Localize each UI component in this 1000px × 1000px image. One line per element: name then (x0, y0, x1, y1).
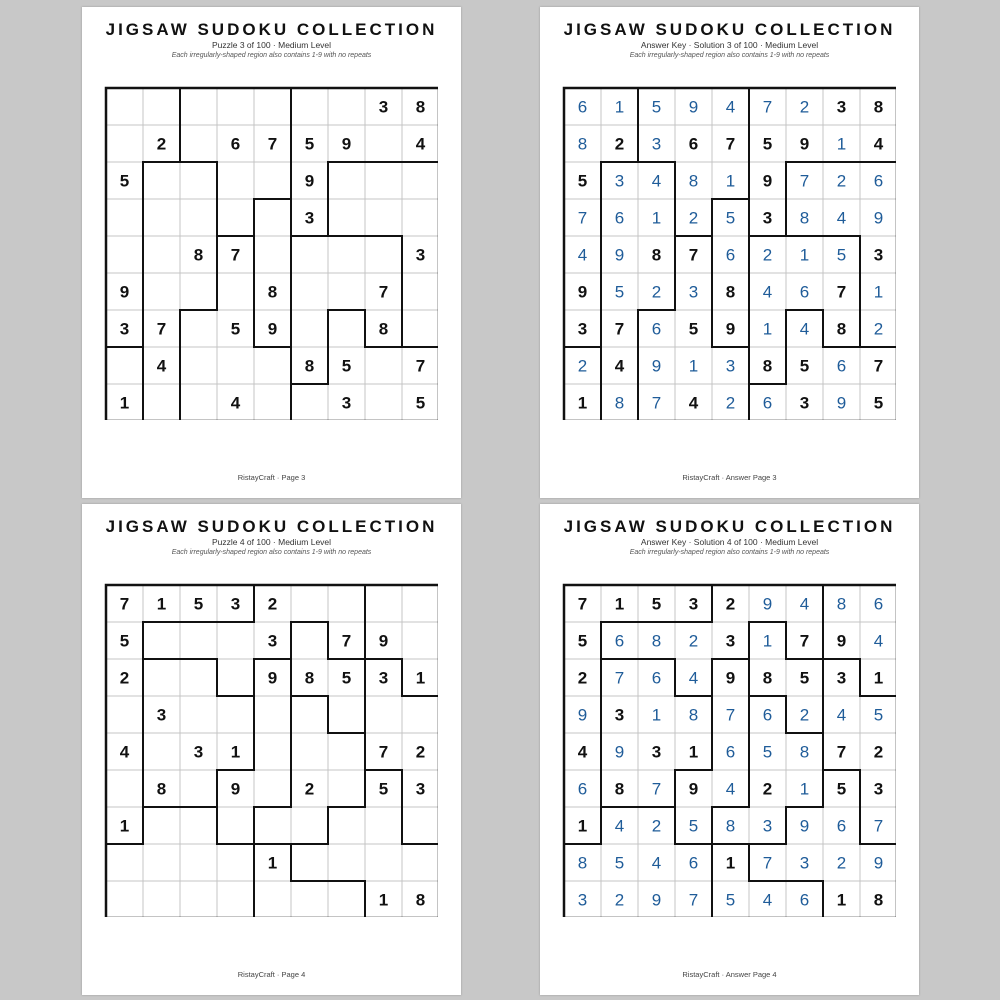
given-digit: 9 (762, 171, 773, 191)
given-digit: 8 (614, 779, 625, 799)
puzzle-page-4 (82, 504, 461, 995)
solution-digit: 4 (688, 668, 699, 688)
solution-digit: 7 (799, 171, 810, 191)
given-digit: 5 (119, 171, 130, 191)
solution-digit: 6 (762, 705, 773, 725)
given-digit: 5 (378, 779, 389, 799)
given-digit: 5 (193, 594, 204, 614)
given-digit: 8 (762, 356, 773, 376)
solution-digit: 6 (873, 171, 884, 191)
solution-digit: 7 (577, 208, 588, 228)
solution-digit: 7 (873, 816, 884, 836)
solution-digit: 8 (614, 393, 625, 413)
given-digit: 3 (156, 705, 167, 725)
solution-digit: 7 (725, 705, 736, 725)
solution-digit: 7 (651, 779, 662, 799)
solution-digit: 3 (577, 890, 588, 910)
solution-digit: 6 (873, 594, 884, 614)
given-digit: 8 (267, 282, 278, 302)
given-digit: 7 (267, 134, 278, 154)
solution-digit: 2 (725, 393, 736, 413)
given-digit: 9 (230, 779, 241, 799)
given-digit: 3 (725, 631, 736, 651)
solution-digit: 6 (836, 816, 847, 836)
solution-digit: 1 (651, 705, 662, 725)
given-digit: 1 (415, 668, 426, 688)
page-title: JIGSAW SUDOKU COLLECTION (105, 20, 438, 39)
solution-digit: 1 (688, 356, 699, 376)
given-digit: 9 (725, 668, 736, 688)
given-digit: 8 (378, 319, 389, 339)
given-digit: 3 (267, 631, 278, 651)
page-footer: RistayCraft · Answer Page 3 (682, 473, 777, 482)
given-digit: 4 (415, 134, 426, 154)
given-digit: 1 (836, 890, 847, 910)
given-digit: 5 (341, 668, 352, 688)
solution-digit: 2 (799, 97, 810, 117)
given-digit: 7 (230, 245, 241, 265)
given-digit: 4 (156, 356, 167, 376)
page-subtitle: Puzzle 4 of 100 · Medium Level (211, 537, 332, 547)
solution-digit: 4 (651, 171, 662, 191)
solution-digit: 8 (799, 208, 810, 228)
page-title: JIGSAW SUDOKU COLLECTION (105, 517, 438, 536)
given-digit: 1 (230, 742, 241, 762)
page-title: JIGSAW SUDOKU COLLECTION (563, 517, 896, 536)
given-digit: 8 (415, 890, 426, 910)
given-digit: 8 (304, 668, 315, 688)
solution-digit: 1 (836, 134, 847, 154)
solution-digit: 8 (651, 631, 662, 651)
solution-digit: 4 (614, 816, 625, 836)
solution-digit: 4 (725, 97, 736, 117)
solution-digit: 9 (688, 97, 699, 117)
given-digit: 9 (267, 668, 278, 688)
solution-digit: 5 (873, 705, 884, 725)
solution-digit: 4 (762, 890, 773, 910)
solution-digit: 6 (725, 245, 736, 265)
solution-digit: 9 (614, 245, 625, 265)
given-digit: 8 (651, 245, 662, 265)
solution-digit: 5 (725, 208, 736, 228)
given-digit: 5 (341, 356, 352, 376)
solution-digit: 4 (725, 779, 736, 799)
page-note: Each irregularly-shaped region also contains 1-9 with no repeats (171, 549, 372, 556)
given-digit: 3 (304, 208, 315, 228)
given-digit: 8 (725, 282, 736, 302)
solution-digit: 9 (651, 356, 662, 376)
given-digit: 5 (799, 356, 810, 376)
given-digit: 7 (688, 245, 699, 265)
solution-digit: 7 (762, 853, 773, 873)
given-digit: 1 (614, 594, 625, 614)
solution-digit: 7 (614, 668, 625, 688)
solution-digit: 1 (762, 631, 773, 651)
given-digit: 9 (304, 171, 315, 191)
given-digit: 1 (378, 890, 389, 910)
given-digit: 9 (341, 134, 352, 154)
given-digit: 3 (614, 705, 625, 725)
solution-digit: 2 (651, 816, 662, 836)
given-digit: 1 (119, 816, 130, 836)
solution-digit: 2 (799, 705, 810, 725)
solution-digit: 8 (725, 816, 736, 836)
given-digit: 2 (156, 134, 167, 154)
given-digit: 8 (873, 890, 884, 910)
solution-digit: 2 (577, 356, 588, 376)
solution-digit: 3 (725, 356, 736, 376)
given-digit: 3 (836, 668, 847, 688)
given-digit: 2 (725, 594, 736, 614)
given-digit: 4 (873, 134, 884, 154)
given-digit: 8 (836, 319, 847, 339)
given-digit: 9 (267, 319, 278, 339)
sudoku-grid (562, 86, 896, 420)
given-digit: 7 (836, 282, 847, 302)
given-digit: 7 (119, 594, 130, 614)
given-digit: 3 (873, 245, 884, 265)
given-digit: 1 (577, 816, 588, 836)
given-digit: 2 (873, 742, 884, 762)
given-digit: 9 (799, 134, 810, 154)
given-digit: 5 (762, 134, 773, 154)
solution-digit: 7 (762, 97, 773, 117)
solution-digit: 6 (577, 97, 588, 117)
given-digit: 2 (267, 594, 278, 614)
solution-digit: 3 (799, 853, 810, 873)
solution-digit: 5 (614, 853, 625, 873)
solution-digit: 2 (836, 171, 847, 191)
given-digit: 2 (762, 779, 773, 799)
solution-digit: 6 (651, 319, 662, 339)
given-digit: 7 (156, 319, 167, 339)
given-digit: 1 (725, 853, 736, 873)
given-digit: 1 (688, 742, 699, 762)
given-digit: 3 (119, 319, 130, 339)
given-digit: 9 (688, 779, 699, 799)
solution-digit: 6 (836, 356, 847, 376)
solution-digit: 2 (688, 631, 699, 651)
given-digit: 3 (230, 594, 241, 614)
given-digit: 9 (577, 282, 588, 302)
given-digit: 5 (415, 393, 426, 413)
given-digit: 7 (378, 282, 389, 302)
solution-digit: 1 (762, 319, 773, 339)
page-note: Each irregularly-shaped region also contains 1-9 with no repeats (629, 549, 830, 556)
solution-digit: 5 (725, 890, 736, 910)
solution-digit: 8 (577, 134, 588, 154)
given-digit: 5 (577, 631, 588, 651)
solution-digit: 6 (799, 282, 810, 302)
given-digit: 3 (341, 393, 352, 413)
given-digit: 7 (341, 631, 352, 651)
given-digit: 6 (230, 134, 241, 154)
given-digit: 7 (415, 356, 426, 376)
given-digit: 3 (193, 742, 204, 762)
solution-digit: 3 (762, 816, 773, 836)
given-digit: 7 (378, 742, 389, 762)
solution-digit: 6 (651, 668, 662, 688)
solution-digit: 4 (836, 208, 847, 228)
given-digit: 7 (799, 631, 810, 651)
solution-digit: 3 (614, 171, 625, 191)
solution-digit: 4 (799, 319, 810, 339)
given-digit: 2 (577, 668, 588, 688)
solution-digit: 5 (651, 97, 662, 117)
solution-digit: 5 (762, 742, 773, 762)
solution-digit: 6 (614, 631, 625, 651)
solution-digit: 2 (873, 319, 884, 339)
solution-digit: 4 (651, 853, 662, 873)
solution-digit: 8 (799, 742, 810, 762)
given-digit: 7 (725, 134, 736, 154)
solution-digit: 2 (836, 853, 847, 873)
solution-digit: 1 (651, 208, 662, 228)
given-digit: 5 (873, 393, 884, 413)
given-digit: 3 (688, 594, 699, 614)
solution-digit: 9 (614, 742, 625, 762)
given-digit: 5 (836, 779, 847, 799)
given-digit: 3 (799, 393, 810, 413)
given-digit: 4 (119, 742, 130, 762)
page-footer: RistayCraft · Page 3 (237, 473, 306, 482)
given-digit: 4 (577, 742, 588, 762)
given-digit: 5 (119, 631, 130, 651)
solution-digit: 9 (799, 816, 810, 836)
solution-digit: 9 (873, 853, 884, 873)
answer-page-3 (540, 7, 919, 498)
given-digit: 3 (651, 742, 662, 762)
given-digit: 4 (688, 393, 699, 413)
given-digit: 6 (688, 134, 699, 154)
sudoku-grid (104, 86, 438, 420)
solution-digit: 7 (651, 393, 662, 413)
given-digit: 3 (873, 779, 884, 799)
page-footer: RistayCraft · Page 4 (237, 970, 306, 979)
solution-digit: 7 (688, 890, 699, 910)
given-digit: 8 (156, 779, 167, 799)
solution-digit: 8 (688, 705, 699, 725)
given-digit: 5 (688, 319, 699, 339)
given-digit: 7 (873, 356, 884, 376)
given-digit: 8 (873, 97, 884, 117)
solution-digit: 8 (577, 853, 588, 873)
solution-digit: 2 (762, 245, 773, 265)
given-digit: 8 (762, 668, 773, 688)
given-digit: 7 (577, 594, 588, 614)
given-digit: 5 (651, 594, 662, 614)
solution-digit: 6 (799, 890, 810, 910)
given-digit: 3 (836, 97, 847, 117)
solution-digit: 9 (577, 705, 588, 725)
solution-digit: 1 (799, 245, 810, 265)
sudoku-grid (562, 583, 896, 917)
solution-digit: 4 (577, 245, 588, 265)
solution-digit: 4 (836, 705, 847, 725)
solution-digit: 9 (836, 393, 847, 413)
given-digit: 5 (799, 668, 810, 688)
given-digit: 3 (378, 97, 389, 117)
solution-digit: 6 (725, 742, 736, 762)
given-digit: 1 (119, 393, 130, 413)
solution-digit: 4 (873, 631, 884, 651)
solution-digit: 8 (836, 594, 847, 614)
given-digit: 9 (378, 631, 389, 651)
given-digit: 4 (614, 356, 625, 376)
page-title: JIGSAW SUDOKU COLLECTION (563, 20, 896, 39)
given-digit: 3 (378, 668, 389, 688)
solution-digit: 1 (725, 171, 736, 191)
given-digit: 7 (614, 319, 625, 339)
given-digit: 2 (119, 668, 130, 688)
solution-digit: 1 (614, 97, 625, 117)
given-digit: 2 (415, 742, 426, 762)
solution-digit: 4 (762, 282, 773, 302)
solution-digit: 1 (873, 282, 884, 302)
page-note: Each irregularly-shaped region also contains 1-9 with no repeats (629, 52, 830, 59)
given-digit: 3 (415, 245, 426, 265)
solution-digit: 2 (651, 282, 662, 302)
given-digit: 4 (230, 393, 241, 413)
solution-digit: 9 (651, 890, 662, 910)
answer-page-4 (540, 504, 919, 995)
given-digit: 9 (119, 282, 130, 302)
solution-digit: 6 (762, 393, 773, 413)
solution-digit: 1 (799, 779, 810, 799)
given-digit: 3 (762, 208, 773, 228)
solution-digit: 8 (688, 171, 699, 191)
given-digit: 1 (156, 594, 167, 614)
solution-digit: 5 (688, 816, 699, 836)
given-digit: 5 (304, 134, 315, 154)
solution-digit: 9 (873, 208, 884, 228)
page-footer: RistayCraft · Answer Page 4 (682, 970, 777, 979)
given-digit: 2 (304, 779, 315, 799)
solution-digit: 6 (577, 779, 588, 799)
page-note: Each irregularly-shaped region also contains 1-9 with no repeats (171, 52, 372, 59)
solution-digit: 6 (614, 208, 625, 228)
puzzle-page-3 (82, 7, 461, 498)
sudoku-grid (104, 583, 438, 917)
page-subtitle: Answer Key · Solution 4 of 100 · Medium Level (640, 537, 819, 547)
given-digit: 3 (577, 319, 588, 339)
solution-digit: 6 (688, 853, 699, 873)
given-digit: 3 (415, 779, 426, 799)
given-digit: 8 (193, 245, 204, 265)
solution-digit: 4 (799, 594, 810, 614)
solution-digit: 3 (651, 134, 662, 154)
given-digit: 1 (577, 393, 588, 413)
solution-digit: 2 (614, 890, 625, 910)
solution-digit: 5 (614, 282, 625, 302)
page-subtitle: Puzzle 3 of 100 · Medium Level (211, 40, 332, 50)
page-subtitle: Answer Key · Solution 3 of 100 · Medium Level (640, 40, 819, 50)
solution-digit: 9 (762, 594, 773, 614)
given-digit: 5 (577, 171, 588, 191)
solution-digit: 3 (688, 282, 699, 302)
solution-digit: 2 (688, 208, 699, 228)
given-digit: 1 (873, 668, 884, 688)
given-digit: 9 (836, 631, 847, 651)
given-digit: 9 (725, 319, 736, 339)
given-digit: 2 (614, 134, 625, 154)
given-digit: 1 (267, 853, 278, 873)
given-digit: 5 (230, 319, 241, 339)
given-digit: 8 (415, 97, 426, 117)
given-digit: 7 (836, 742, 847, 762)
given-digit: 8 (304, 356, 315, 376)
solution-digit: 5 (836, 245, 847, 265)
